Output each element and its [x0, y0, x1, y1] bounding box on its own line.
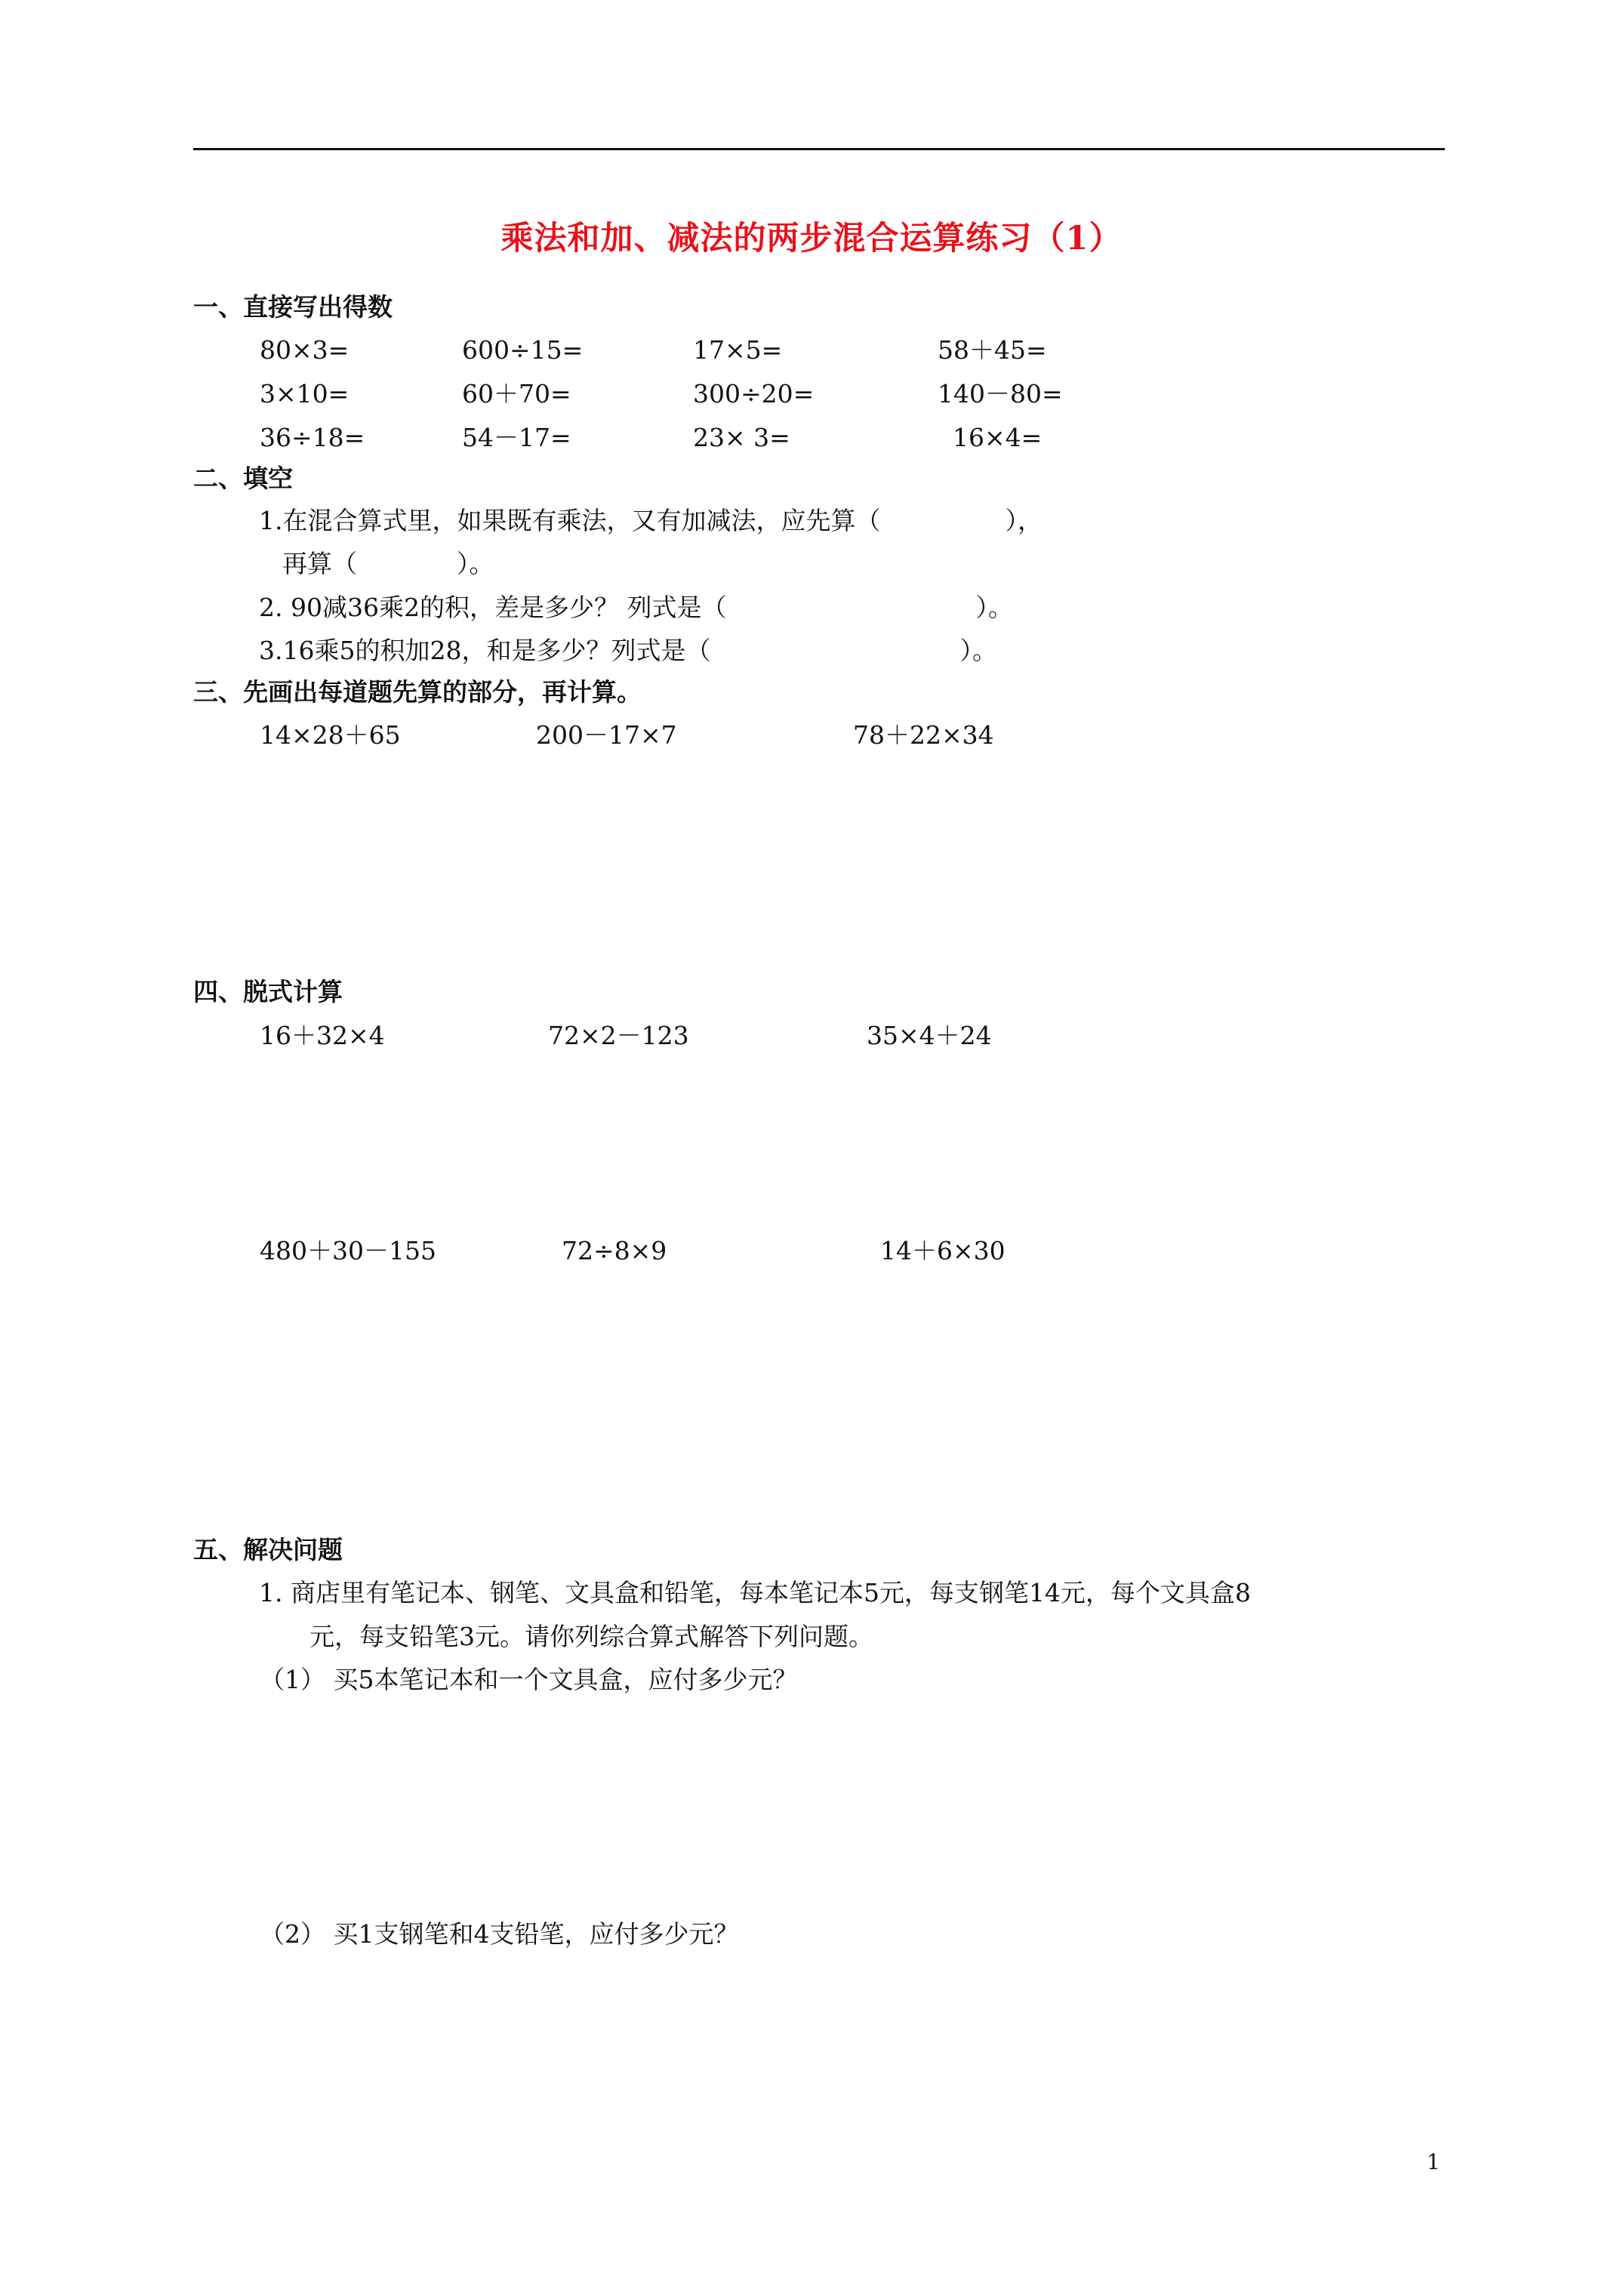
- header-rule: [193, 148, 1445, 150]
- word-problem-question: （1） 买5本笔记本和一个文具盒，应付多少元？: [260, 1665, 798, 1694]
- mark-first-step-item: 78＋22×34: [853, 720, 994, 750]
- oral-calc-item: 16×4=: [953, 423, 1042, 452]
- page-number: 1: [1427, 2150, 1440, 2174]
- oral-calc-item: 600÷15=: [462, 335, 584, 365]
- page-title: 乘法和加、减法的两步混合运算练习（1）: [500, 220, 1123, 257]
- section-5-heading: 五、解决问题: [193, 1535, 343, 1564]
- word-problem-line: 1. 商店里有笔记本、钢笔、文具盒和铅笔，每本笔记本5元，每支钢笔14元，每个文具盒8: [259, 1578, 1251, 1607]
- section-3-heading: 三、先画出每道题先算的部分，再计算。: [193, 677, 642, 707]
- step-calc-item: 16＋32×4: [260, 1021, 385, 1050]
- oral-calc-item: 17×5=: [693, 335, 783, 365]
- oral-calc-item: 54－17=: [462, 423, 571, 452]
- oral-calc-item: 60＋70=: [462, 379, 571, 408]
- section-1-heading: 一、直接写出得数: [193, 292, 393, 322]
- oral-calc-item: 36÷18=: [260, 423, 365, 452]
- fill-blank-line: 2. 90减36乘2的积，差是多少？ 列式是（ ）。: [259, 593, 1013, 622]
- mark-first-step-item: 14×28＋65: [260, 720, 401, 750]
- fill-blank-line: 1.在混合算式里，如果既有乘法，又有加减法，应先算（ ），: [259, 506, 1042, 535]
- oral-calc-item: 80×3=: [260, 335, 350, 365]
- step-calc-item: 72×2－123: [548, 1021, 689, 1050]
- oral-calc-item: 140－80=: [938, 379, 1063, 408]
- oral-calc-item: 23× 3=: [693, 423, 790, 452]
- oral-calc-item: 3×10=: [260, 379, 350, 408]
- word-problem-question: （2） 买1支钢笔和4支铅笔，应付多少元？: [260, 1919, 739, 1949]
- step-calc-item: 35×4＋24: [867, 1021, 992, 1050]
- fill-blank-line: 3.16乘5的积加28，和是多少？列式是（ ）。: [259, 636, 997, 665]
- section-2-heading: 二、填空: [193, 464, 293, 493]
- section-4-heading: 四、脱式计算: [193, 977, 343, 1006]
- oral-calc-item: 58＋45=: [938, 335, 1047, 365]
- fill-blank-line: 再算（ ）。: [282, 549, 494, 578]
- mark-first-step-item: 200－17×7: [536, 720, 677, 750]
- word-problem-line: 元，每支铅笔3元。请你列综合算式解答下列问题。: [310, 1622, 873, 1651]
- oral-calc-item: 300÷20=: [693, 379, 815, 408]
- step-calc-item: 72÷8×9: [562, 1236, 667, 1265]
- step-calc-item: 14＋6×30: [880, 1236, 1006, 1265]
- step-calc-item: 480＋30－155: [260, 1236, 436, 1265]
